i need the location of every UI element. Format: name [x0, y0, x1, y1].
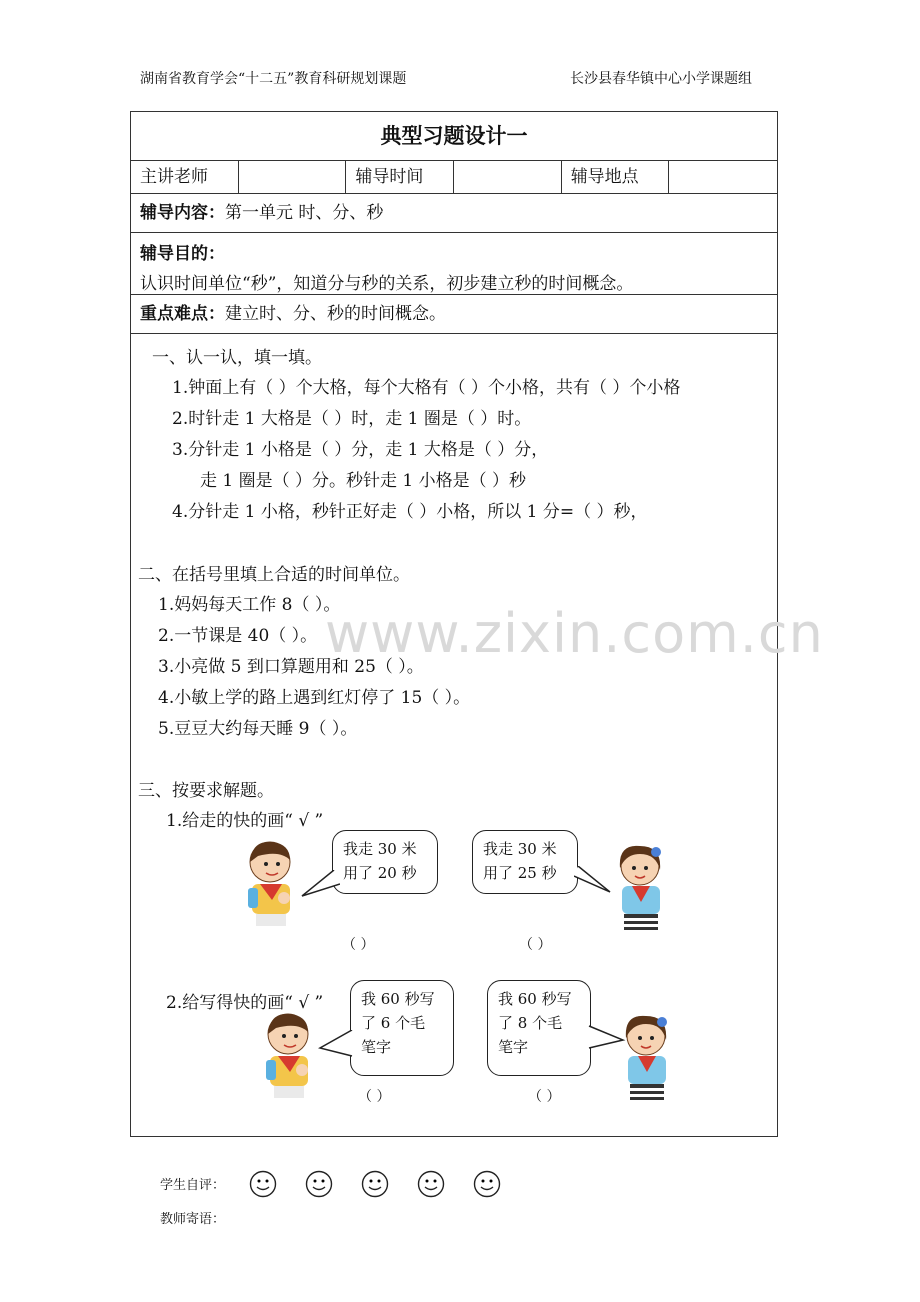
girl-illustration	[612, 1012, 676, 1107]
answer-paren-2: （ ）	[519, 937, 552, 953]
s2-item-1: 1.妈妈每天工作 8（ ）。	[158, 595, 341, 615]
page-title: 典型习题设计一	[131, 112, 777, 161]
smiley-icon[interactable]	[417, 1170, 445, 1198]
smiley-icon[interactable]	[305, 1170, 333, 1198]
boy-speech-bubble-2	[350, 980, 454, 1076]
boy-speech-1: 我走 30 米 用了 20 秒	[343, 840, 417, 882]
content-value: 第一单元 时、分、秒	[225, 203, 384, 223]
s3-q1: 1.给走的快的画“ √ ”	[166, 811, 324, 831]
boy-illustration	[256, 1012, 326, 1107]
boy-speech-bubble-1	[332, 830, 438, 894]
answer-paren-1: （ ）	[342, 937, 375, 953]
girl-illustration	[606, 842, 670, 937]
answer-paren-3: （ ）	[358, 1089, 391, 1105]
s2-item-2: 2.一节课是 40（ ）。	[158, 626, 318, 646]
goal-label: 辅导目的：	[140, 244, 225, 264]
place-value	[669, 161, 777, 193]
goal-row	[131, 233, 777, 295]
smiley-icon[interactable]	[361, 1170, 389, 1198]
key-label: 重点难点：	[140, 304, 225, 324]
watermark: www.zixin.com.cn	[325, 602, 824, 665]
s2-item-5: 5.豆豆大约每天睡 9（ ）。	[158, 719, 358, 739]
section3-title: 三、按要求解题。	[138, 781, 274, 801]
place-label: 辅导地点	[562, 161, 670, 193]
s2-item-4: 4.小敏上学的路上遇到红灯停了 15（ ）。	[158, 688, 471, 708]
s1-q3b: 走 1 圈是（ ）分。秒针走 1 小格是（ ）秒	[200, 471, 527, 491]
s2-item-3: 3.小亮做 5 到口算题用和 25（ ）。	[158, 657, 424, 677]
key-row	[131, 295, 777, 334]
content-label: 辅导内容：	[140, 203, 225, 223]
smiley-icon[interactable]	[249, 1170, 277, 1198]
teacher-value	[239, 161, 347, 193]
section2-title: 二、在括号里填上合适的时间单位。	[138, 565, 410, 585]
s1-q2: 2.时针走 1 大格是（ ）时，走 1 圈是（ ）时。	[172, 409, 532, 429]
boy-illustration	[238, 840, 308, 935]
section1-title: 一、认一认，填一填。	[152, 348, 322, 368]
time-value	[454, 161, 562, 193]
time-label: 辅导时间	[346, 161, 454, 193]
girl-speech-2: 我 60 秒写 了 8 个毛 笔字	[498, 990, 572, 1056]
teacher-label: 主讲老师	[131, 161, 239, 193]
key-value: 建立时、分、秒的时间概念。	[225, 304, 446, 324]
girl-speech-bubble-2	[487, 980, 591, 1076]
s1-q1: 1.钟面上有（ ）个大格，每个大格有（ ）个小格，共有（ ）个小格	[172, 378, 681, 398]
bubble-tail	[318, 1030, 358, 1060]
s1-q3a: 3.分针走 1 小格是（ ）分，走 1 大格是（ ）分，	[172, 440, 549, 460]
header-right: 长沙县春华镇中心小学课题组	[570, 71, 752, 87]
info-row	[131, 161, 777, 194]
content-row	[131, 194, 777, 233]
header-left: 湖南省教育学会“十二五”教育科研规划课题	[140, 71, 407, 87]
s1-q4: 4.分针走 1 小格，秒针正好走（ ）小格，所以 1 分=（ ）秒，	[172, 502, 648, 522]
goal-value: 认识时间单位“秒”，知道分与秒的关系，初步建立秒的时间概念。	[140, 274, 634, 294]
smiley-icon[interactable]	[473, 1170, 501, 1198]
boy-speech-2: 我 60 秒写 了 6 个毛 笔字	[361, 990, 435, 1056]
teacher-msg-label: 教师寄语：	[160, 1212, 226, 1227]
girl-speech-bubble-1	[472, 830, 578, 894]
bubble-tail	[300, 870, 340, 900]
s3-q2: 2.给写得快的画“ √ ”	[166, 993, 324, 1013]
girl-speech-1: 我走 30 米 用了 25 秒	[483, 840, 557, 882]
answer-paren-4: （ ）	[528, 1089, 561, 1105]
self-eval-label: 学生自评：	[160, 1178, 226, 1193]
